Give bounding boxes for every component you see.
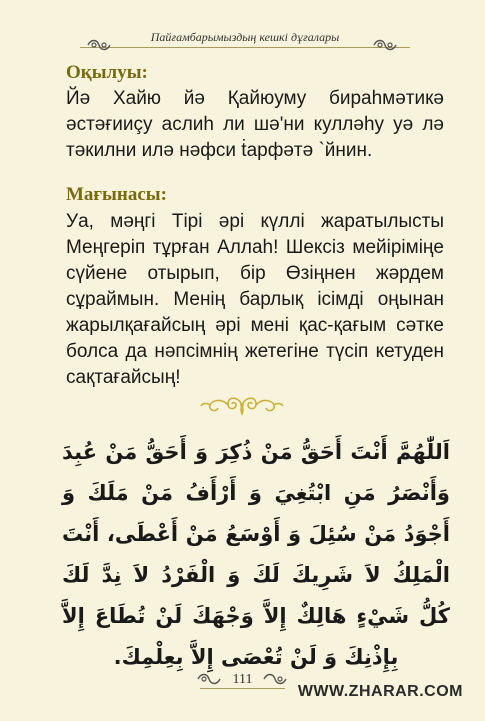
- site-watermark[interactable]: WWW.ZHARAR.COM: [297, 683, 463, 700]
- footer-rule: [200, 688, 285, 689]
- header-right-ornament-icon: [372, 38, 398, 52]
- meaning-text: Уа, мәңгі Тірі әрі күллі жаратылысты Меңгеріп тұрған Аллаһ! Шексіз мейіріміңе сүйене отырып, бір Өзіңнен жәрдем сұраймын. Менің барлық ісімді оңынан жарылқағайсың әрі мені қас-қағым сәтке болса да нәпсімнің жетегіне түсіп кетуден сақтағайсың!: [66, 211, 444, 388]
- arabic-prayer: اَللّٰهُمَّ أَنْتَ أَحَقُّ مَنْ ذُكِرَ وَ أَحَقُّ مَنْ عُبِدَ وَأَنْصَرُ مَنِ ابْتُغِيَ وَ أَرْأَفُ مَنْ مَلَكَ وَ أَجْوَدُ مَنْ سُئِلَ وَ أَوْسَعُ مَنْ أَعْطَى، أَنْتَ الْمَلِكُ لاَ شَرِيكَ لَكَ وَ الْفَرْدُ لاَ نِدَّ لَكَ كُلُّ شَيْءٍ هَالِكٌ إِلاَّ وَجْهَكَ لَنْ تُطَاعَ إِلاَّ بِإِذْنِكَ وَ لَنْ تُعْصَى إِلاَّ بِعِلْمِكَ.: [62, 440, 450, 669]
- meaning-heading: Мағынасы:: [66, 184, 167, 205]
- running-header: [80, 30, 410, 52]
- center-ornament-icon: [198, 392, 286, 418]
- reading-text: Йә Хайю йә Қайюуму бираһмәтикә әстәғииçу аслиһ ли шә'ни кулләһу уә лә тәкилни илә нәфси ṫарфәтә `йнин.: [66, 88, 444, 161]
- page-number: 111: [232, 672, 253, 687]
- footer-right-ornament-icon: [262, 672, 288, 686]
- header-title: Пайғамбарымыздың кешкі дұғалары: [150, 30, 340, 44]
- reading-heading: Оқылуы:: [66, 62, 148, 83]
- header-left-ornament-icon: [86, 38, 112, 52]
- header-rule: [80, 47, 410, 48]
